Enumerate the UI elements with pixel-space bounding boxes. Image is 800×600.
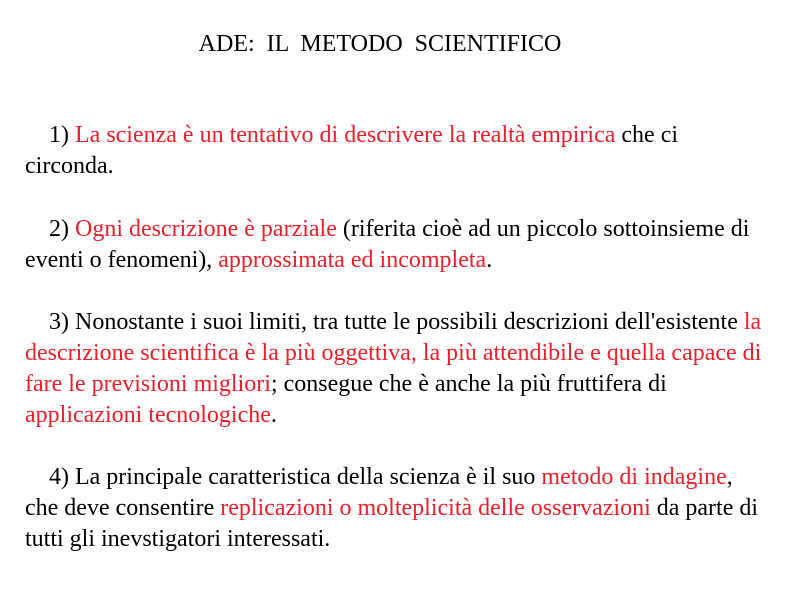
point-highlight: approssimata ed incompleta (218, 247, 487, 273)
point-text: da parte di tutti gli inevstigatori interessati. (25, 495, 765, 552)
point-text: . (270, 402, 277, 428)
point-text: che ci circonda. (25, 122, 685, 179)
point-text: 4) La principale caratteristica della scienza è il suo (49, 464, 542, 490)
point-text: 3) Nonostante i suoi limiti, tra tutte le possibili descrizioni dell'esistente (49, 309, 744, 335)
point-highlight: la descrizione scientifica è la più oggettiva, la più attendibile e quella capace di fare le previsioni migliori (25, 309, 768, 397)
point-highlight: Ogni descrizione è parziale (75, 216, 337, 242)
point-highlight: replicazioni o molteplicità delle osservazioni (220, 495, 651, 521)
point-text: ; consegue che è anche la più fruttifera di (270, 371, 673, 397)
point-text: , che deve consentire (25, 464, 739, 521)
point-text: (riferita cioè ad un piccolo sottoinsieme di eventi o fenomeni), (25, 216, 756, 273)
point-highlight: La scienza è un tentativo di descrivere la realtà empirica (75, 122, 616, 148)
point-text: 1) (49, 122, 75, 148)
point-text: . (486, 247, 493, 273)
point-text: 2) (49, 216, 75, 242)
slide-title: ADE: IL METODO SCIENTIFICO (198, 31, 562, 57)
point-highlight: metodo di indagine (541, 464, 727, 490)
point-highlight: applicazioni tecnologiche (25, 402, 271, 428)
point-4 (25, 431, 770, 586)
